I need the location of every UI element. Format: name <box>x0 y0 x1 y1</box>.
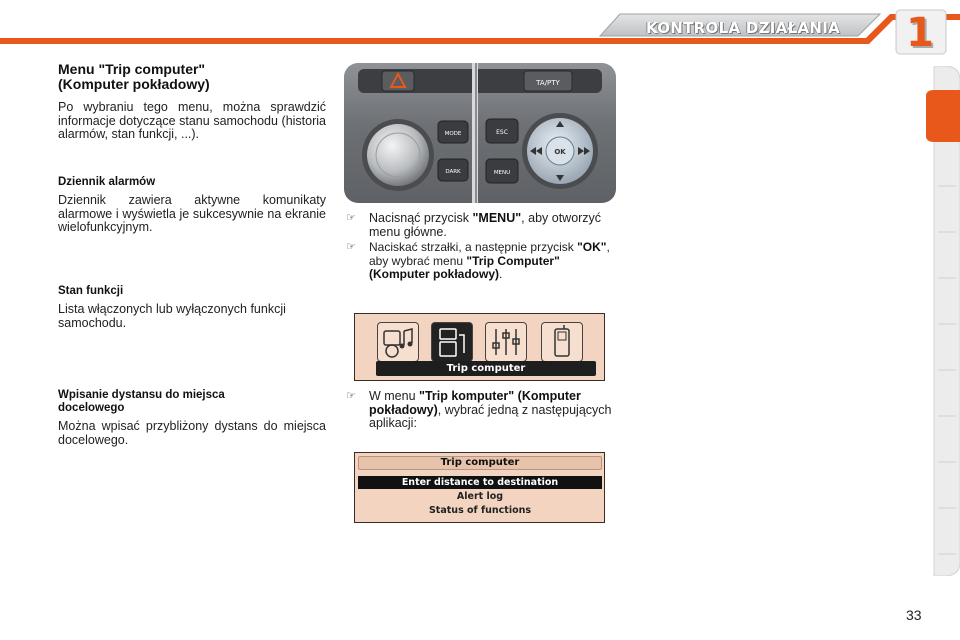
trip-screen-header: Trip computer <box>358 456 602 470</box>
function-status-title: Stan funkcji <box>58 285 124 297</box>
alarm-log-section <box>58 176 326 235</box>
function-status-section <box>58 285 326 330</box>
active-chapter-tab[interactable] <box>926 90 960 142</box>
main-menu-screen <box>354 313 605 381</box>
ok-label: OK <box>554 148 566 156</box>
page-number: 33 <box>906 607 922 623</box>
step-text: Nacisnąć przycisk "MENU", aby otworzyć menu główne. <box>369 211 602 239</box>
audio-icon[interactable] <box>377 322 419 362</box>
section-title-line2: (Komputer pokładowy) <box>58 76 210 92</box>
radio-control-panel <box>344 63 616 203</box>
section-title: Menu "Trip computer" <box>58 61 206 77</box>
destination-text: Można wpisać przybliżony dystans do miejsca docelowego. <box>58 419 326 447</box>
menu-item-enter-distance[interactable]: Enter distance to destination <box>358 476 602 489</box>
menu-item-alert-log[interactable]: Alert log <box>456 491 504 502</box>
pointing-hand-icon: ☞ <box>346 212 356 224</box>
phone-icon[interactable] <box>541 322 583 362</box>
step-text: Naciskać strzałki, a następnie przycisk "OK", aby wybrać menu "Trip Computer" (Komputer pokładowy). <box>369 240 610 281</box>
trip-computer-icon[interactable] <box>431 322 473 362</box>
dark-label: DARK <box>445 169 461 175</box>
intro-text: Po wybraniu tego menu, można sprawdzić informacje dotyczące stanu samochodu (historia alarmów, stan funkcji, ...). <box>58 100 326 141</box>
menu-caption: Trip computer <box>376 361 596 376</box>
chapter-side-tabs <box>926 66 960 576</box>
pointing-hand-icon: ☞ <box>346 390 356 402</box>
mode-label: MODE <box>444 131 462 137</box>
intro-section <box>58 62 326 142</box>
esc-label: ESC <box>496 129 508 136</box>
destination-title-line2: docelowego <box>58 402 125 414</box>
alarm-log-text: Dziennik zawiera aktywne komunikaty alarmowe i wyświetla je sukcesywnie na ekranie wielofunkcyjnym. <box>58 193 326 234</box>
function-status-text: Lista włączonych lub wyłączonych funkcji samochodu. <box>58 302 286 330</box>
menu-item-status-of-functions[interactable]: Status of functions <box>428 505 532 516</box>
step-choose-application <box>346 390 616 432</box>
destination-title: Wpisanie dystansu do miejsca <box>58 389 225 401</box>
menu-label: MENU <box>493 170 511 176</box>
pointing-hand-icon: ☞ <box>346 241 356 253</box>
destination-section <box>58 389 326 447</box>
chapter-number: 1 <box>906 10 934 56</box>
ta-pty-label: TA/PTY <box>536 79 560 87</box>
trip-computer-screen <box>354 452 605 523</box>
step-text: W menu "Trip komputer" (Komputer pokładowy), wybrać jedną z następujących aplikacji: <box>369 389 612 430</box>
settings-icon[interactable] <box>485 322 527 362</box>
step-open-menu <box>346 212 616 240</box>
step-select-trip-computer <box>346 241 616 283</box>
alarm-log-title: Dziennik alarmów <box>58 176 156 188</box>
chapter-title: KONTROLA DZIAŁANIA <box>646 19 841 37</box>
